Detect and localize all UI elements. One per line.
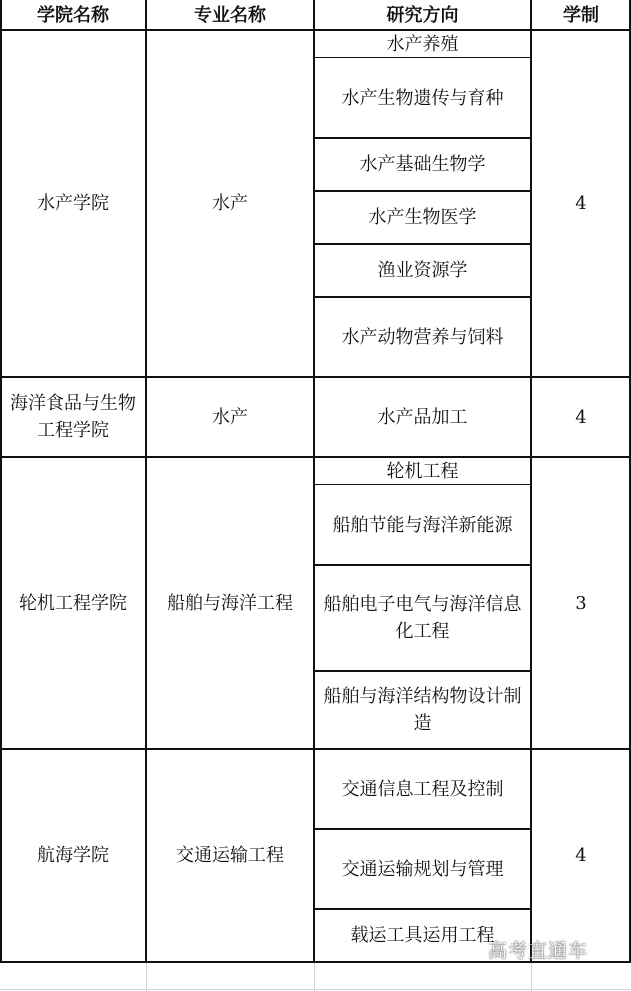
direction-cell: 水产品加工 (377, 406, 468, 428)
direction-cell: 交通运输规划与管理 (341, 858, 504, 880)
table-border (0, 376, 631, 378)
direction-divider (314, 484, 531, 485)
table-border (530, 0, 532, 962)
table-border (0, 0, 2, 962)
table-border (0, 456, 631, 458)
empty-row-divider (314, 962, 315, 991)
header-direction: 研究方向 (386, 4, 459, 26)
major-cell: 交通运输工程 (176, 845, 284, 866)
watermark: 高考直通车 (488, 940, 589, 962)
direction-divider (314, 190, 531, 192)
college-cell: 轮机工程学院 (19, 592, 127, 614)
direction-cell: 水产动物营养与饲料 (341, 326, 504, 348)
empty-row-divider (0, 989, 631, 990)
major-cell: 水产 (212, 406, 248, 428)
direction-cell: 交通信息工程及控制 (341, 778, 504, 800)
college-cell: 航海学院 (37, 845, 109, 866)
duration-cell: 4 (575, 845, 587, 866)
direction-cell: 水产生物遗传与育种 (341, 87, 504, 109)
direction-divider (314, 564, 531, 566)
table-border (0, 748, 631, 750)
header-major: 专业名称 (194, 4, 266, 26)
duration-cell: 3 (575, 592, 587, 614)
table-border (145, 0, 147, 962)
direction-cell: 船舶节能与海洋新能源 (332, 514, 513, 536)
header-college: 学院名称 (37, 4, 109, 26)
direction-cell: 水产养殖 (386, 33, 459, 55)
direction-divider (314, 908, 531, 910)
major-cell: 船舶与海洋工程 (167, 592, 293, 614)
direction-divider (314, 137, 531, 139)
header-duration: 学制 (563, 4, 599, 26)
direction-cell: 船舶与海洋结构物设计制造 (323, 686, 522, 734)
direction-cell: 水产生物医学 (368, 207, 477, 228)
college-cell: 水产学院 (37, 193, 109, 214)
direction-divider (314, 828, 531, 830)
direction-cell: 水产基础生物学 (359, 154, 486, 175)
duration-cell: 4 (575, 406, 587, 428)
college-cell: 海洋食品与生物工程学院 (10, 393, 136, 441)
major-cell: 水产 (212, 193, 248, 214)
table-border (0, 29, 631, 31)
direction-cell: 渔业资源学 (377, 260, 468, 281)
direction-cell: 船舶电子电气与海洋信息化工程 (323, 594, 522, 642)
empty-row-divider (146, 962, 147, 991)
direction-divider (314, 57, 531, 58)
direction-cell: 轮机工程 (386, 460, 459, 482)
direction-cell: 载运工具运用工程 (350, 925, 495, 946)
empty-row-divider (531, 962, 532, 991)
direction-divider (314, 243, 531, 245)
table-border (313, 0, 315, 962)
duration-cell: 4 (575, 193, 587, 214)
direction-divider (314, 670, 531, 672)
direction-divider (314, 296, 531, 298)
